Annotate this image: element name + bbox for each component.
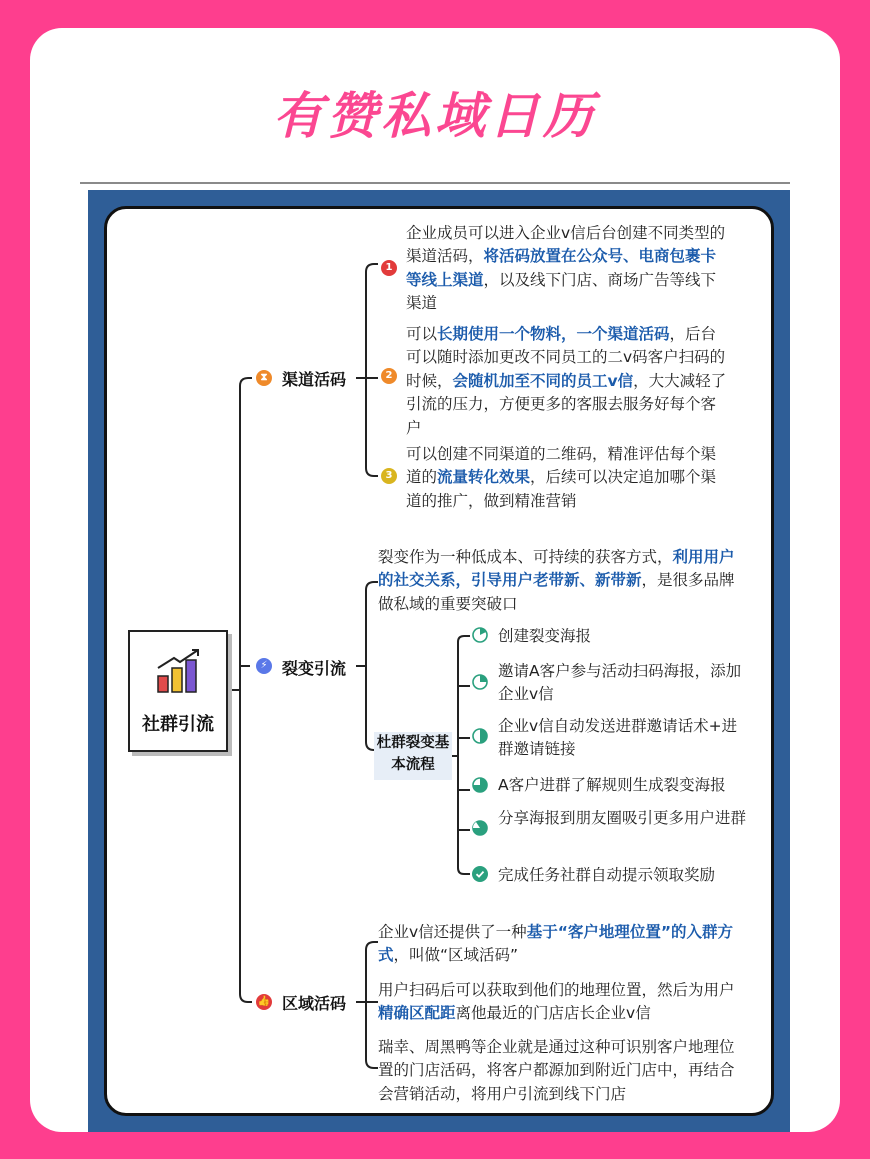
channel-item-2: 可以长期使用一个物料，一个渠道活码，后台可以随时添加更改不同员工的二v码客户扫码的时候，会随机加至不同的员工v信，大大减轻了引流的压力，方便更多的客服去服务好每个客户	[406, 325, 727, 437]
branch-fission-label: 裂变引流	[282, 659, 347, 678]
channel-item-3: 可以创建不同渠道的二维码，精准评估每个渠道的流量转化效果，后续可以决定追加哪个渠道的推广，做到精准营销	[406, 445, 717, 510]
branch-channel-label: 渠道活码	[282, 370, 347, 389]
pie-progress-icon	[472, 777, 488, 793]
fission-step-4: A客户进群了解规则生成裂变海报	[498, 776, 726, 794]
branch-region-label: 区域活码	[282, 994, 347, 1013]
fission-step-2: 邀请A客户参与活动扫码海报，添加企业v信	[498, 662, 742, 703]
root-label: 社群引流	[142, 714, 214, 735]
pie-progress-icon	[472, 820, 488, 836]
channel-item-1: 企业成员可以进入企业v信后台创建不同类型的渠道活码，将活码放置在公众号、电商包裹卡等线上渠道，以及线下门店、商场广告等线下渠道	[406, 224, 726, 313]
region-item-3: 瑞幸、周黑鸭等企业就是通过这种可识别客户地理位置的门店活码，将客户都源加到附近门店中，再结合会营销活动，将用户引流到线下门店	[378, 1038, 735, 1103]
fission-step-3: 企业v信自动发送进群邀请话术+进群邀请链接	[498, 717, 738, 758]
fission-step-5: 分享海报到朋友圈吸引更多用户进群	[498, 809, 747, 827]
pie-progress-icon	[472, 728, 488, 744]
fission-step-6: 完成任务社群自动提示领取奖励	[498, 866, 716, 884]
root-node	[128, 630, 228, 752]
region-item-1: 企业v信还提供了一种基于“客户地理位置”的入群方式，叫做“区域活码”	[378, 923, 734, 965]
pie-progress-icon	[472, 674, 488, 690]
fission-step-1: 创建裂变海报	[498, 627, 592, 645]
hourglass-icon: ⧗	[256, 370, 272, 386]
pie-progress-icon	[472, 627, 488, 643]
fission-flow-label: 杜群裂变基本流程	[374, 732, 452, 780]
fission-intro: 裂变作为一种低成本、可持续的获客方式，利用用户的社交关系，引导用户老带新、新带新，是很多品牌做私域的重要突破口	[378, 548, 735, 613]
number-1-icon: 1	[381, 260, 397, 276]
check-icon	[472, 866, 488, 882]
thumbs-up-icon: 👍	[256, 994, 272, 1010]
number-3-icon: 3	[381, 468, 397, 484]
bar-chart-icon	[154, 646, 206, 696]
page-title: 有赞私域日历	[273, 87, 597, 145]
region-item-2: 用户扫码后可以获取到他们的地理位置，然后为用户精确区配距离他最近的门店店长企业v信	[378, 981, 735, 1023]
lightning-icon: ⚡	[256, 658, 272, 674]
number-2-icon: 2	[381, 368, 397, 384]
